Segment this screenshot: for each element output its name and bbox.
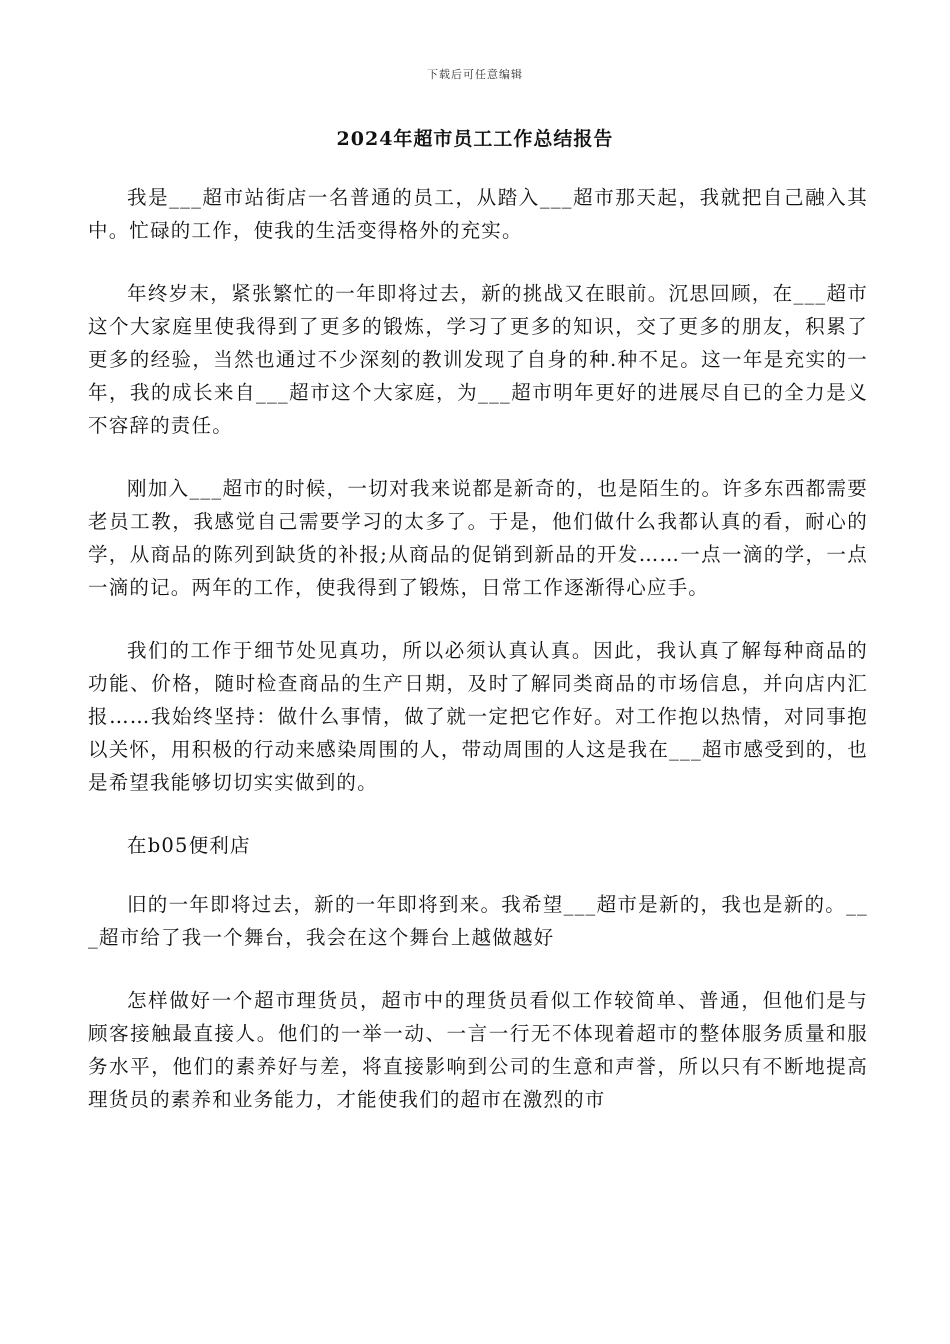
document-title: 2024年超市员工工作总结报告 <box>336 128 614 150</box>
paragraph-details: 我们的工作于细节处见真功，所以必须认真认真。因此，我认真了解每种商品的功能、价格，随时检查商品的生产日期，及时了解同类商品的市场信息，并向店内汇报……我始终坚持：做什么事情，做了就一定把它作好。对工作抱以热情，对同事抱以关怀，用积极的行动来感染周围的人，带动周围的人这是我在___超市感受到的，也是希望我能够切切实实做到的。 <box>88 639 868 794</box>
paragraph-learning: 刚加入___超市的时候，一切对我来说都是新奇的，也是陌生的。许多东西都需要老员工教，我感觉自己需要学习的太多了。于是，他们做什么我都认真的看，耐心的学，从商品的陈列到缺货的补报;从商品的促销到新品的开发……一点一滴的学，一点一滴的记。两年的工作，使我得到了锻炼，日常工作逐渐得心应手。 <box>88 477 868 599</box>
paragraph-intro: 我是___超市站街店一名普通的员工，从踏入___超市那天起，我就把自己融入其中。忙碌的工作，使我的生活变得格外的充实。 <box>88 186 868 242</box>
paragraph-year-review: 年终岁末，紧张繁忙的一年即将过去，新的挑战又在眼前。沉思回顾，在___超市这个大家庭里使我得到了更多的锻炼，学习了更多的知识，交了更多的朋友，积累了更多的经验，当然也通过不少深刻的教训发现了自身的种.种不足。这一年是充实的一年，我的成长来自___超市这个大家庭，为___超市明年更好的进展尽自已的全力是义不容辞的责任。 <box>88 282 868 437</box>
header-note: 下载后可任意编辑 <box>427 68 523 81</box>
paragraph-new-year: 旧的一年即将过去，新的一年即将到来。我希望___超市是新的，我也是新的。___超市给了我一个舞台，我会在这个舞台上越做越好 <box>88 893 868 949</box>
paragraph-store-name: 在b05便利店 <box>127 834 251 857</box>
document-body <box>88 181 868 1146</box>
paragraph-stock-clerk: 怎样做好一个超市理货员，超市中的理货员看似工作较简单、普通，但他们是与顾客接触最直接人。他们的一举一动、一言一行无不体现着超市的整体服务质量和服务水平，他们的素养好与差，将直接影响到公司的生意和声誉，所以只有不断地提高理货员的素养和业务能力，才能使我们的超市在激烈的市 <box>88 989 868 1111</box>
